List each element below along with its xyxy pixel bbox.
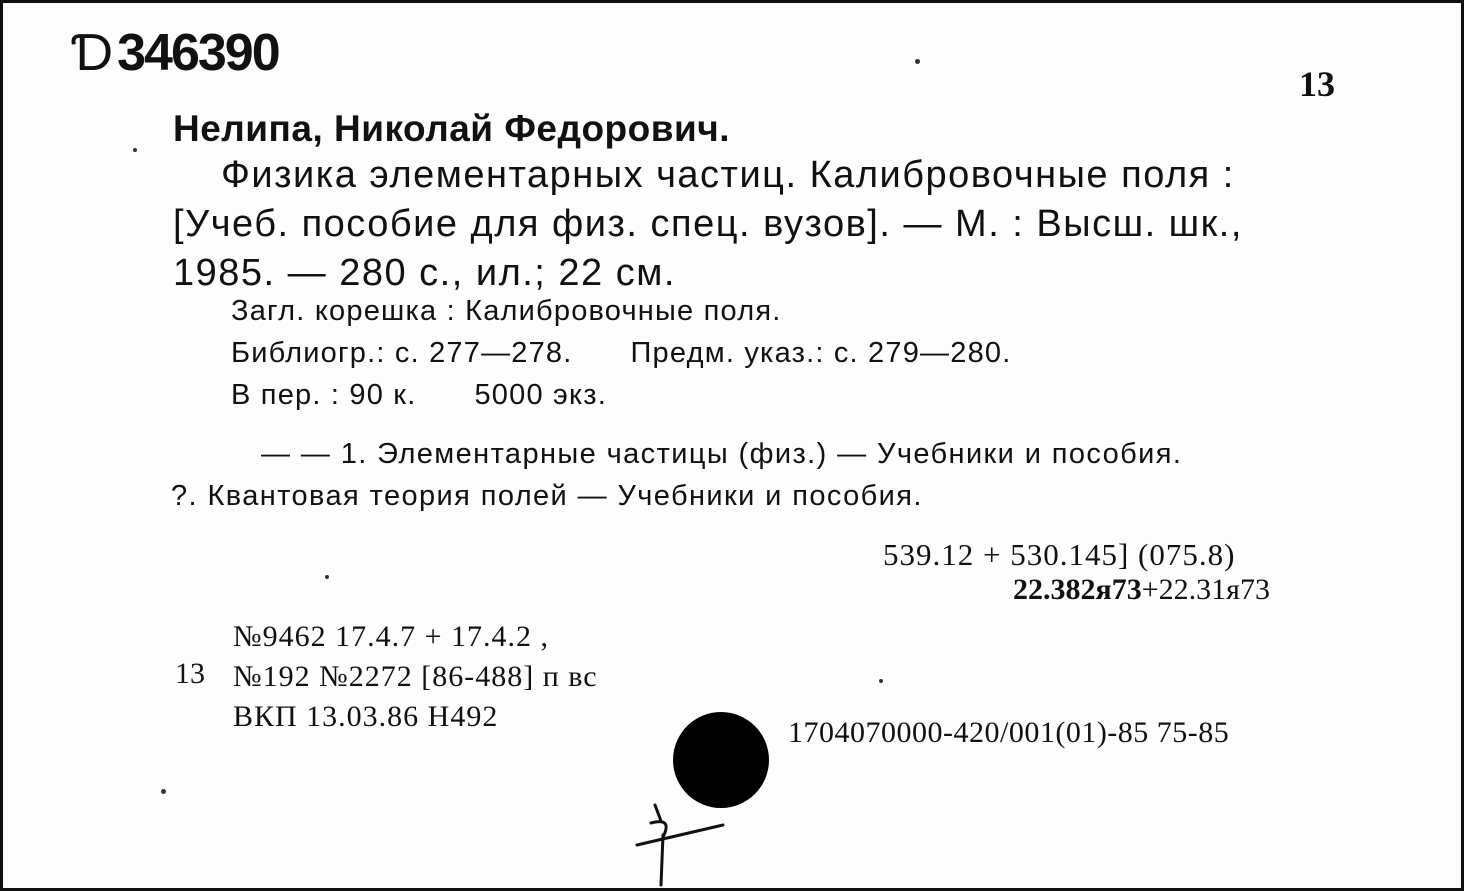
subject-headings (171, 433, 1347, 517)
speck-mark (879, 679, 883, 683)
author-name: Нелипа, Николай Федорович. (173, 108, 731, 149)
card-id (71, 23, 279, 83)
bbk-code-secondary: +22.31я73 (1141, 573, 1270, 606)
note-bibliography (231, 332, 1012, 374)
stamp-d-icon: Ɗ (71, 24, 112, 82)
notes-block (231, 290, 1012, 416)
speck-mark (915, 59, 920, 64)
title-description (173, 151, 1343, 298)
isbn-line: 1704070000-420/001(01)-85 75-85 (788, 716, 1230, 749)
note-binding-price: В пер. : 90 к. (231, 379, 417, 411)
title-line-1: Физика элементарных частиц. Калибровочные поля : (221, 154, 1235, 196)
handwritten-mark-icon (633, 799, 733, 889)
page-number: 13 (1299, 64, 1335, 104)
title-line-2: [Учеб. пособие для физ. спец. вузов]. — М. : Высш. шк., (173, 203, 1243, 245)
tech-line-3: ВКП 13.03.86 Н492 (233, 700, 499, 733)
tech-line-1: №9462 17.4.7 + 17.4.2 , (233, 620, 550, 653)
note-spine-title: Загл. корешка : Калибровочные поля. (231, 295, 782, 327)
speck-mark (325, 575, 329, 579)
subject-heading-1: — — 1. Элементарные частицы (физ.) — Учебники и пособия. (261, 438, 1183, 470)
technical-data (233, 617, 598, 737)
speck-mark (161, 789, 166, 794)
note-index-pages: Предм. указ.: с. 279—280. (630, 337, 1012, 369)
udc-code: 539.12 + 530.145] (075.8) (883, 537, 1236, 572)
bbk-code (1013, 573, 1270, 607)
punch-hole-icon (673, 712, 769, 808)
tech-line-2: №192 №2272 [86-488] п вс (233, 660, 598, 693)
note-print-run: 5000 экз. (474, 379, 607, 411)
note-bibliography-pages: Библиогр.: с. 277—278. (231, 337, 573, 369)
speck-mark (133, 148, 137, 152)
card-id-number: 346390 (117, 24, 279, 82)
note-price (231, 374, 1012, 416)
title-line-3: 1985. — 280 с., ил.; 22 см. (173, 252, 676, 294)
tech-prefix: 13 (175, 657, 205, 690)
subject-heading-2: ?. Квантовая теория полей — Учебники и пособия. (171, 480, 923, 512)
bbk-code-primary: 22.382я73 (1013, 573, 1142, 606)
